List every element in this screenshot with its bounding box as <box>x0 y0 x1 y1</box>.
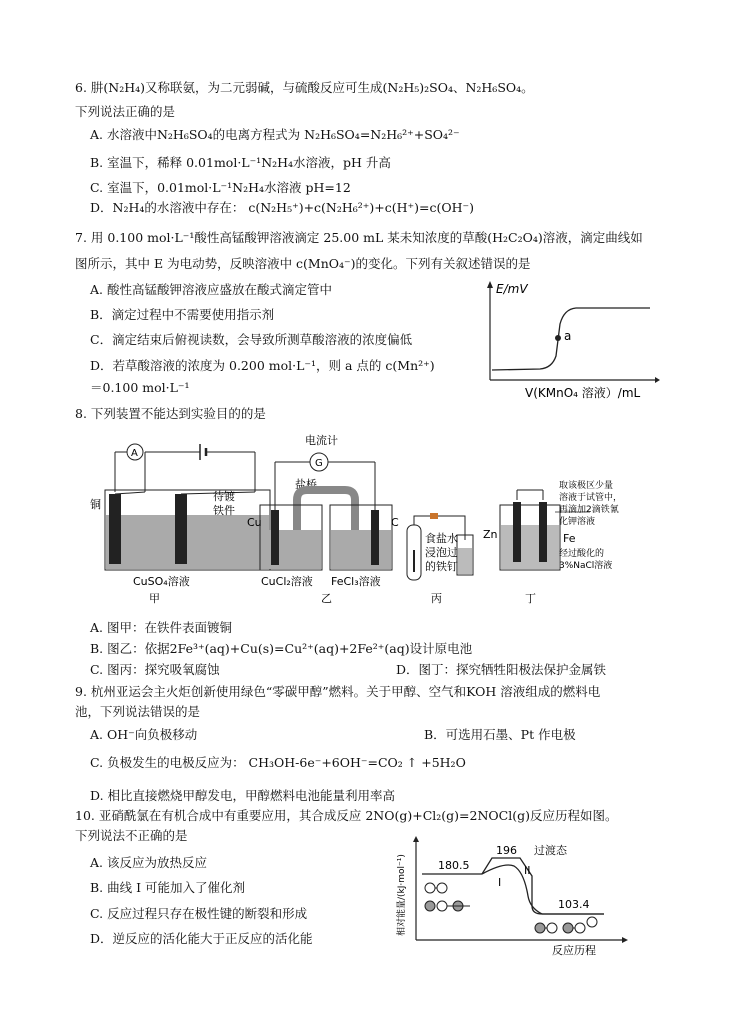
q9-option-c: C. 负极发生的电极反应为： CH₃OH-6e⁻+6OH⁻=CO₂ ↑ +5H₂O <box>90 755 466 770</box>
point-a-marker <box>555 335 561 341</box>
q6-option-a: A. 水溶液中N₂H₆SO₄的电离方程式为 N₂H₆SO₄=N₂H₆²⁺+SO₄²⁻ <box>90 127 460 142</box>
q6-stem-prompt: 下列说法正确的是 <box>75 104 176 119</box>
saltwater-label-1: 食盐水 <box>425 532 458 545</box>
fig-jia <box>90 444 270 605</box>
ding-solution-2: 3%NaCl溶液 <box>559 561 613 571</box>
plating-label-1: 待镀 <box>213 490 235 503</box>
transition-state-label: 过渡态 <box>534 844 567 857</box>
cuso4-label: CuSO₄溶液 <box>133 575 190 588</box>
curve-I-label: I <box>498 876 502 889</box>
point-a-label: a <box>564 329 572 343</box>
ding-note-3: 再滴加2滴铁氰 <box>559 505 619 515</box>
galvanometer-label: 电流计 <box>305 434 338 447</box>
q8-option-c: C. 图丙：探究吸氧腐蚀 <box>90 662 220 677</box>
q10-option-a: A. 该反应为放热反应 <box>90 855 207 870</box>
product-molecules <box>535 917 597 933</box>
curve-II-label: II <box>524 864 531 877</box>
q8-option-a: A. 图甲：在铁件表面镀铜 <box>90 620 232 635</box>
q7-option-d: D．若草酸溶液的浓度为 0.200 mol·L⁻¹，则 a 点的 c(Mn²⁺) <box>90 358 435 373</box>
x-axis-arrow <box>655 377 660 383</box>
fig-ding-caption: 丁 <box>525 592 536 605</box>
c-label: C <box>391 516 399 529</box>
q6-stem: 6. 肼(N₂H₄)又称联氨，为二元弱碱，与硫酸反应可生成(N₂H₅)₂SO₄、N₂H₆SO₄。 <box>75 80 534 95</box>
y-axis-label: E/mV <box>496 282 528 296</box>
x-axis-label: V(KMnO₄ 溶液）/mL <box>525 386 641 400</box>
zn-label: Zn <box>483 528 498 541</box>
q10-option-c: C. 反应过程只存在极性键的断裂和形成 <box>90 906 308 921</box>
product-energy-label: 103.4 <box>558 898 590 911</box>
cu-electrode <box>271 510 279 565</box>
reactant-energy-label: 180.5 <box>438 859 470 872</box>
curve-I <box>482 865 542 914</box>
q6-option-d: D．N₂H₄的水溶液中存在： c(N₂H₅⁺)+c(N₂H₆²⁺)+c(H⁺)=c(OH⁻) <box>90 200 474 215</box>
q10-option-d: D．逆反应的活化能大于正反应的活化能 <box>90 931 313 946</box>
q10-energy-diagram <box>392 836 632 964</box>
ts-energy-label: 196 <box>496 844 517 857</box>
q9-option-d: D. 相比直接燃烧甲醇发电，甲醇燃料电池能量利用率高 <box>90 788 396 803</box>
fig-yi-caption: 乙 <box>321 592 332 605</box>
q8-option-d: D．图丁：探究牺牲阳极法保护金属铁 <box>396 662 607 677</box>
q8-stem: 8. 下列装置不能达到实验目的的是 <box>75 406 266 421</box>
q6-option-c: C. 室温下，0.01mol·L⁻¹N₂H₄水溶液 pH=12 <box>90 180 351 195</box>
q9-stem: 9. 杭州亚运会主火炬创新使用绿色“零碳甲醇”燃料。关于甲醇、空气和KOH 溶液组成的燃料电 <box>75 684 601 699</box>
q9-option-a: A. OH⁻向负极移动 <box>90 727 198 742</box>
q7-option-c: C．滴定结束后俯视读数，会导致所测草酸溶液的浓度偏低 <box>90 332 413 347</box>
reactant-molecules <box>425 883 470 911</box>
cucl2-label: CuCl₂溶液 <box>261 575 313 588</box>
fe-label: Fe <box>563 532 576 545</box>
ding-note-2: 溶液于试管中， <box>559 493 623 503</box>
y-axis-arrow <box>487 281 493 288</box>
q8-apparatus-figure <box>85 430 665 610</box>
fig-bing <box>407 513 473 605</box>
galvanometer-g: G <box>315 458 323 469</box>
fig-bing-caption: 丙 <box>431 592 442 605</box>
ammeter-label: A <box>131 448 138 459</box>
zn-electrode <box>513 502 521 562</box>
x-axis-label: 反应历程 <box>552 944 596 957</box>
q7-stem-line2: 图所示，其中 E 为电动势，反映溶液中 c(MnO₄⁻)的变化。下列有关叙述错误的是 <box>75 256 531 271</box>
y-axis-arrow <box>413 836 419 842</box>
fe-electrode <box>539 502 547 562</box>
copper-electrode <box>109 494 121 564</box>
q10-option-b: B. 曲线 I 可能加入了催化剂 <box>90 880 246 895</box>
q7-option-a: A. 酸性高锰酸钾溶液应盛放在酸式滴定管中 <box>90 282 332 297</box>
iron-electrode <box>175 494 187 564</box>
y-axis-label: 相对能量/(kJ·mol⁻¹) <box>397 854 407 936</box>
salt-bridge-label: 盐桥 <box>295 478 317 491</box>
saltwater-label-3: 的铁钉 <box>425 560 458 573</box>
q7-titration-graph <box>480 276 660 404</box>
q6-option-b: B. 室温下，稀释 0.01mol·L⁻¹N₂H₄水溶液，pH 升高 <box>90 155 391 170</box>
q9-option-b: B．可选用石墨、Pt 作电极 <box>424 727 576 742</box>
fecl3-label: FeCl₃溶液 <box>331 575 381 588</box>
cuso4-solution <box>106 515 269 569</box>
copper-label: 铜 <box>90 498 101 511</box>
cu-label: Cu <box>247 516 262 529</box>
ding-solution-1: 经过酸化的 <box>559 549 605 559</box>
q7-option-d-cont: ＝0.100 mol·L⁻¹ <box>90 380 190 395</box>
x-axis-arrow <box>622 937 628 943</box>
q9-stem-line2: 池，下列说法错误的是 <box>75 704 201 719</box>
plating-label-2: 铁件 <box>213 504 235 517</box>
q8-option-b: B. 图乙：依据2Fe³⁺(aq)+Cu(s)=Cu²⁺(aq)+2Fe²⁺(aq)设计原电池 <box>90 641 473 656</box>
saltwater-label-2: 浸泡过 <box>425 546 458 559</box>
q7-stem: 7. 用 0.100 mol·L⁻¹酸性高锰酸钾溶液滴定 25.00 mL 某未知浓度的草酸(H₂C₂O₄)溶液，滴定曲线如 <box>75 230 643 245</box>
fig-jia-caption: 甲 <box>149 592 160 605</box>
c-electrode <box>371 510 379 565</box>
q10-stem-line2: 下列说法不正确的是 <box>75 828 188 843</box>
q7-option-b: B．滴定过程中不需要使用指示剂 <box>90 307 275 322</box>
ding-note-4: 化钾溶液 <box>559 517 596 527</box>
q10-stem: 10. 亚硝酰氯在有机合成中有重要应用，其合成反应 2NO(g)+Cl₂(g)=2NOCl(g)反应历程如图。 <box>75 808 618 823</box>
ding-note-1: 取该极区少量 <box>559 481 614 491</box>
fig-ding <box>483 479 622 605</box>
